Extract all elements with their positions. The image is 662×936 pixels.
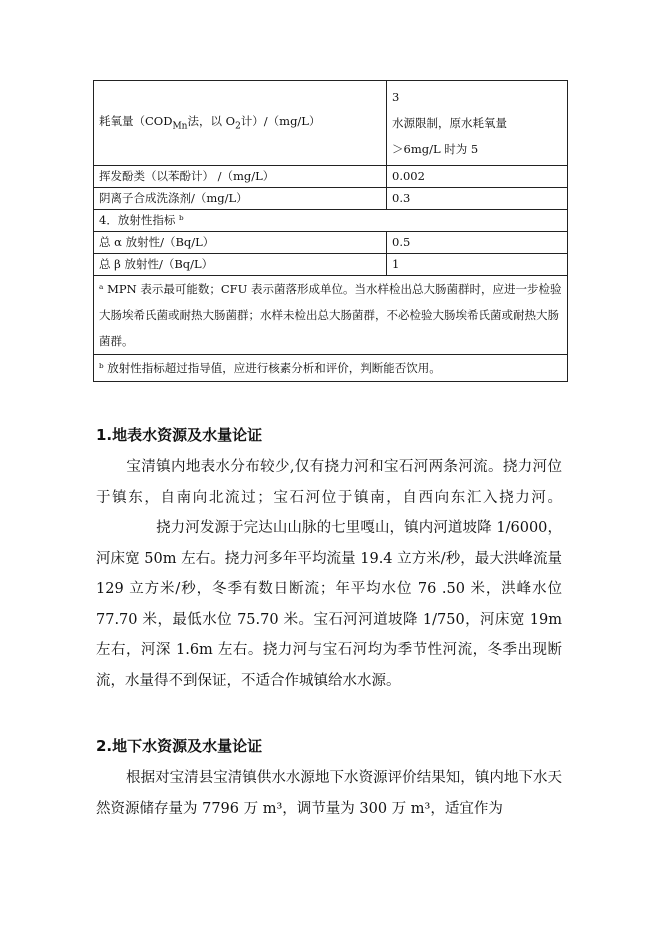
- indicator-cell: 总 β 放射性/（Bq/L）: [94, 254, 387, 276]
- limit-value: 3: [392, 90, 400, 104]
- subscript: Mn: [172, 121, 188, 132]
- table-section-row: [94, 210, 568, 232]
- indicator-label: 耗氧量（COD: [99, 113, 173, 128]
- paragraph-text: 根据对宝清县宝清镇供水水源地下水资源评价结果知，镇内地下水天然资源储存量为 7796 万 m³，调节量为 300 万 m³，适宜作为: [96, 770, 562, 817]
- paragraph-text: 宝清镇内地表水分布较少,仅有挠力河和宝石河两条河流。挠力河位于镇东，自南向北流过；宝石河位于镇南，自西向东汇入挠力河。: [96, 459, 562, 506]
- table-row: [94, 254, 568, 276]
- table-row: [94, 232, 568, 254]
- section-cell: 4．放射性指标 ᵇ: [94, 210, 568, 232]
- paragraph-text: 挠力河发源于完达山山脉的七里嘎山，镇内河道坡降 1/6000，河床宽 50m 左右。挠力河多年平均流量 19.4 立方米/秒，最大洪峰流量 129 立方米/秒，冬季有数日断流；年平均水位 76 .50 米，洪峰水位 77.70 米，最低水位 75.70 米。宝石河河道坡降 1/750，河床宽 19m 左右，河深 1.6m 左右。挠力河与宝石河均为季节性河流，冬季出现断流，水量得不到保证，不适合作城镇给水水源。: [96, 520, 562, 689]
- table-note-row: [94, 355, 568, 382]
- section-heading: 1.地表水资源及水量论证: [96, 426, 263, 444]
- table-row: [94, 166, 568, 188]
- table-row: [94, 188, 568, 210]
- section-heading: 2.地下水资源及水量论证: [96, 737, 263, 755]
- footnote-a: ᵃ MPN 表示最可能数；CFU 表示菌落形成单位。当水样检出总大肠菌群时，应进一步检验大肠埃希氏菌或耐热大肠菌群；水样未检出总大肠菌群，不必检验大肠埃希氏菌或耐热大肠菌群。: [94, 276, 568, 355]
- footnote-b: ᵇ 放射性指标超过指导值，应进行核素分析和评价，判断能否饮用。: [94, 355, 568, 382]
- water-quality-table: [93, 80, 568, 382]
- subscript: 2: [235, 121, 241, 132]
- indicator-cell: 阴离子合成洗涤剂/（mg/L）: [94, 188, 387, 210]
- limit-cell: 1: [387, 254, 568, 276]
- indicator-cell: 总 α 放射性/（Bq/L）: [94, 232, 387, 254]
- limit-cell: 0.002: [387, 166, 568, 188]
- indicator-label: 法，以 O: [187, 113, 236, 128]
- paragraph: [96, 452, 562, 696]
- paragraph: [96, 763, 562, 824]
- limit-cell: 0.3: [387, 188, 568, 210]
- limit-cell: 0.5: [387, 232, 568, 254]
- table-note-row: [94, 276, 568, 355]
- limit-cell: [387, 81, 568, 166]
- limit-note: 水源限制，原水耗氧量: [392, 116, 507, 130]
- indicator-cell: 挥发酚类（以苯酚计） /（mg/L）: [94, 166, 387, 188]
- table-row: [94, 81, 568, 166]
- indicator-cell: [94, 81, 387, 166]
- limit-note: ＞6mg/L 时为 5: [392, 142, 479, 156]
- indicator-label: 计）/（mg/L）: [240, 113, 321, 128]
